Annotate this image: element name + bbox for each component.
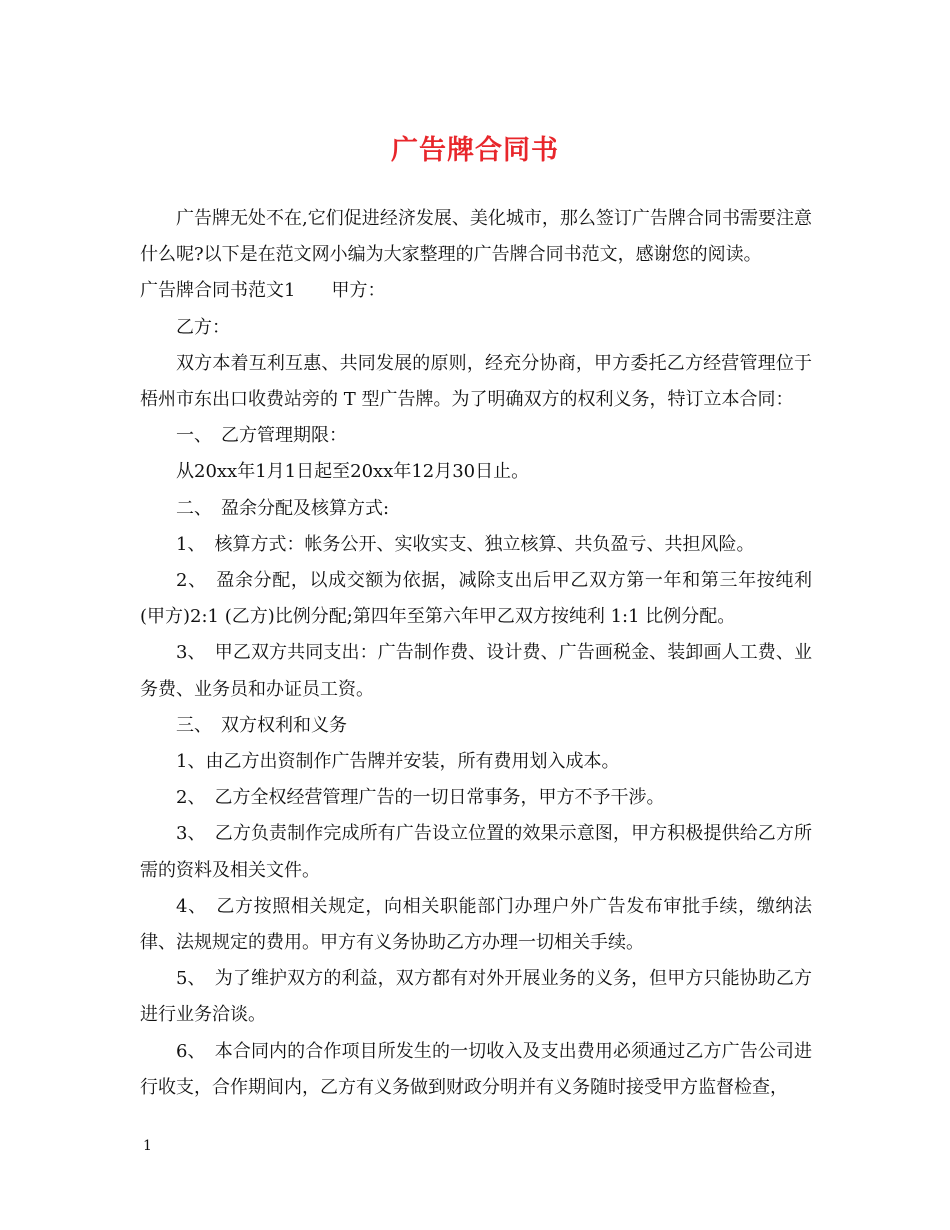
section-two-heading: 二、 盈余分配及核算方式: [176, 497, 390, 519]
rights-item-2: 2、 乙方全权经营管理广告的一切日常事务，甲方不予干涉。 [176, 787, 665, 809]
rights-item-1: 1、由乙方出资制作广告牌并安装，所有费用划入成本。 [176, 751, 620, 773]
party-b-line: 乙方： [176, 316, 230, 338]
agreement-preamble: 双方本着互利互惠、共同发展的原则，经充分协商，甲方委托乙方经营管理位于梧州市东出口收费站旁的 T 型广告牌。为了明确双方的权利义务，特订立本合同： [140, 352, 812, 411]
rights-item-6: 6、 本合同内的合作项目所发生的一切收入及支出费用必须通过乙方广告公司进行收支，合作期间内，乙方有义务做到财政分明并有义务随时接受甲方监督检查， [140, 1040, 812, 1098]
intro-paragraph: 广告牌无处不在,它们促进经济发展、美化城市，那么签订广告牌合同书需要注意什么呢?以下是在范文网小编为大家整理的广告牌合同书范文，感谢您的阅读。 [140, 208, 812, 266]
rights-item-5: 5、 为了维护双方的利益，双方都有对外开展业务的义务，但甲方只能协助乙方进行业务洽谈。 [140, 968, 812, 1026]
management-period: 从20xx年1月1日起至20xx年12月30日止。 [176, 461, 530, 483]
shared-expenses: 3、 甲乙双方共同支出：广告制作费、设计费、广告画税金、装卸画人工费、业务费、业务员和办证员工资。 [140, 642, 812, 700]
section-three-heading: 三、 双方权利和义务 [176, 714, 347, 736]
page-number: 1 [143, 1138, 152, 1154]
sample-heading-party-a: 广告牌合同书范文1 甲方： [140, 280, 386, 302]
section-one-heading: 一、 乙方管理期限： [176, 425, 347, 447]
profit-distribution: 2、 盈余分配，以成交额为依据，减除支出后甲乙双方第一年和第三年按纯利(甲方)2:1 (乙方)比例分配;第四年至第六年甲乙双方按纯利 1:1 比例分配。 [140, 570, 812, 628]
accounting-method: 1、 核算方式：帐务公开、实收实支、独立核算、共负盈亏、共担风险。 [176, 533, 755, 555]
rights-item-4: 4、 乙方按照相关规定，向相关职能部门办理户外广告发布审批手续，缴纳法律、法规规定的费用。甲方有义务协助乙方办理一切相关手续。 [140, 895, 812, 954]
rights-item-3: 3、 乙方负责制作完成所有广告设立位置的效果示意图，甲方积极提供给乙方所需的资料及相关文件。 [140, 823, 812, 881]
document-body [140, 201, 812, 1106]
document-title: 广告牌合同书 [391, 135, 559, 166]
